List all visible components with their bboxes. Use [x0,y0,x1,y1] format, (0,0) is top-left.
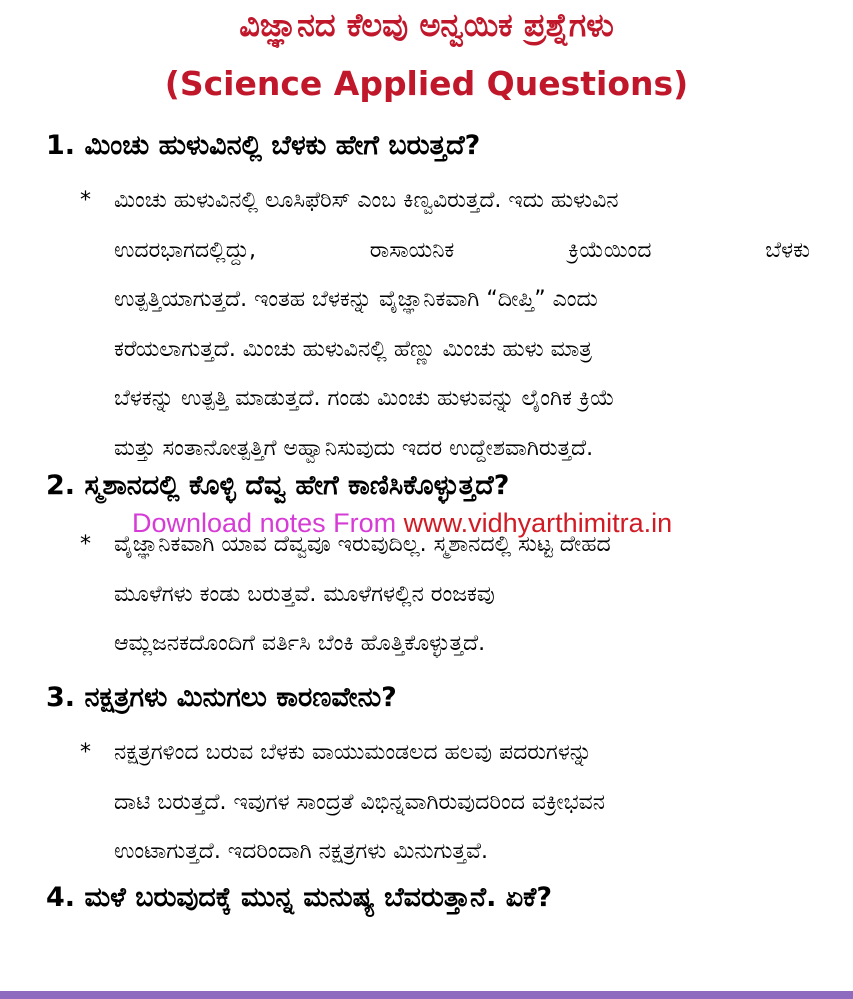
answer-1 [80,188,810,485]
page-title-english: (Science Applied Questions) [164,64,689,103]
answer-1-line-6: ಮತ್ತು ಸಂತಾನೋತ್ಪತ್ತಿಗೆ ಅಹ್ವಾನಿಸುವುದು ಇದರ ಉದ್ದೇಶವಾಗಿರುತ್ತದೆ. [114,435,594,461]
page-bottom-border [0,991,853,999]
answer-3 [80,740,810,889]
page-title-kannada: ವಿಜ್ಞಾನದ ಕೆಲವು ಅನ್ವಯಿಕ ಪ್ರಶ್ನೆಗಳು [239,6,614,44]
answer-3-line-2: ದಾಟಿ ಬರುತ್ತದೆ. ಇವುಗಳ ಸಾಂದ್ರತೆ ವಿಭಿನ್ನವಾಗಿರುವುದರಿಂದ ವಕ್ರೀಭವನ [114,789,605,815]
question-1: 1. ಮಿಂಚು ಹುಳುವಿನಲ್ಲಿ ಬೆಳಕು ಹೇಗೆ ಬರುತ್ತದೆ? [46,130,481,161]
answer-1-line-2: ಉದರಭಾಗದಲ್ಲಿದ್ದು, ರಾಸಾಯನಿಕ ಕ್ರಿಯೆಯಿಂದ ಬೆಳಕು [114,237,810,263]
bullet-star: * [80,740,91,765]
answer-2-line-1: * ವೈಜ್ಞಾನಿಕವಾಗಿ ಯಾವ ದೆವ್ವವೂ ಇರುವುದಿಲ್ಲ. ಸ್ಮಶಾನದಲ್ಲಿ ಸುಟ್ಟ ದೇಹದ [80,532,611,557]
answer-1-line-3: ಉತ್ಪತ್ತಿಯಾಗುತ್ತದೆ. ಇಂತಹ ಬೆಳಕನ್ನು ವೈಜ್ಞಾನಿಕವಾಗಿ “ದೀಪ್ತಿ” ಎಂದು [114,287,598,312]
question-2: 2. ಸ್ಮಶಾನದಲ್ಲಿ ಕೊಳ್ಳಿ ದೆವ್ವ ಹೇಗೆ ಕಾಣಿಸಿಕೊಳ್ಳುತ್ತದೆ? [46,470,510,501]
answer-2-line-2: ಮೂಳೆಗಳು ಕಂಡು ಬರುತ್ತವೆ. ಮೂಳೆಗಳಲ್ಲಿನ ರಂಜಕವು [114,581,495,607]
bullet-star: * [80,188,91,213]
watermark-site: www.vidhyarthimitra.in [403,508,673,538]
answer-1-line-5: ಬೆಳಕನ್ನು ಉತ್ಪತ್ತಿ ಮಾಡುತ್ತದೆ. ಗಂಡು ಮಿಂಚು ಹುಳುವನ್ನು ಲೈಂಗಿಕ ಕ್ರಿಯೆ [114,386,615,411]
answer-1-line-1: * ಮಿಂಚು ಹುಳುವಿನಲ್ಲಿ ಲೂಸಿಫೆರಿಸ್ ಎಂಬ ಕಿಣ್ವವಿರುತ್ತದೆ. ಇದು ಹುಳುವಿನ [80,188,619,213]
answer-2 [80,532,810,681]
answer-3-line-1: * ನಕ್ಷತ್ರಗಳಿಂದ ಬರುವ ಬೆಳಕು ವಾಯುಮಂಡಲದ ಹಲವು ಪದರುಗಳನ್ನು [80,740,592,765]
bullet-star: * [80,532,91,557]
answer-2-line-3: ಆಮ್ಲಜನಕದೊಂದಿಗೆ ವರ್ತಿಸಿ ಬೆಂಕಿ ಹೊತ್ತಿಕೊಳ್ಳುತ್ತದೆ. [114,631,486,656]
answer-1-line-4: ಕರೆಯಲಾಗುತ್ತದೆ. ಮಿಂಚು ಹುಳುವಿನಲ್ಲಿ ಹೆಣ್ಣು ಮಿಂಚು ಹುಳು ಮಾತ್ರ [114,336,592,362]
question-4: 4. ಮಳೆ ಬರುವುದಕ್ಕೆ ಮುನ್ನ ಮನುಷ್ಯ ಬೆವರುತ್ತಾನೆ. ಏಕೆ? [46,882,553,913]
question-3: 3. ನಕ್ಷತ್ರಗಳು ಮಿನುಗಲು ಕಾರಣವೇನು? [46,682,397,713]
answer-3-line-3: ಉಂಟಾಗುತ್ತದೆ. ಇದರಿಂದಾಗಿ ನಕ್ಷತ್ರಗಳು ಮಿನುಗುತ್ತವೆ. [114,839,488,864]
watermark-prefix: Download notes From [132,508,404,538]
